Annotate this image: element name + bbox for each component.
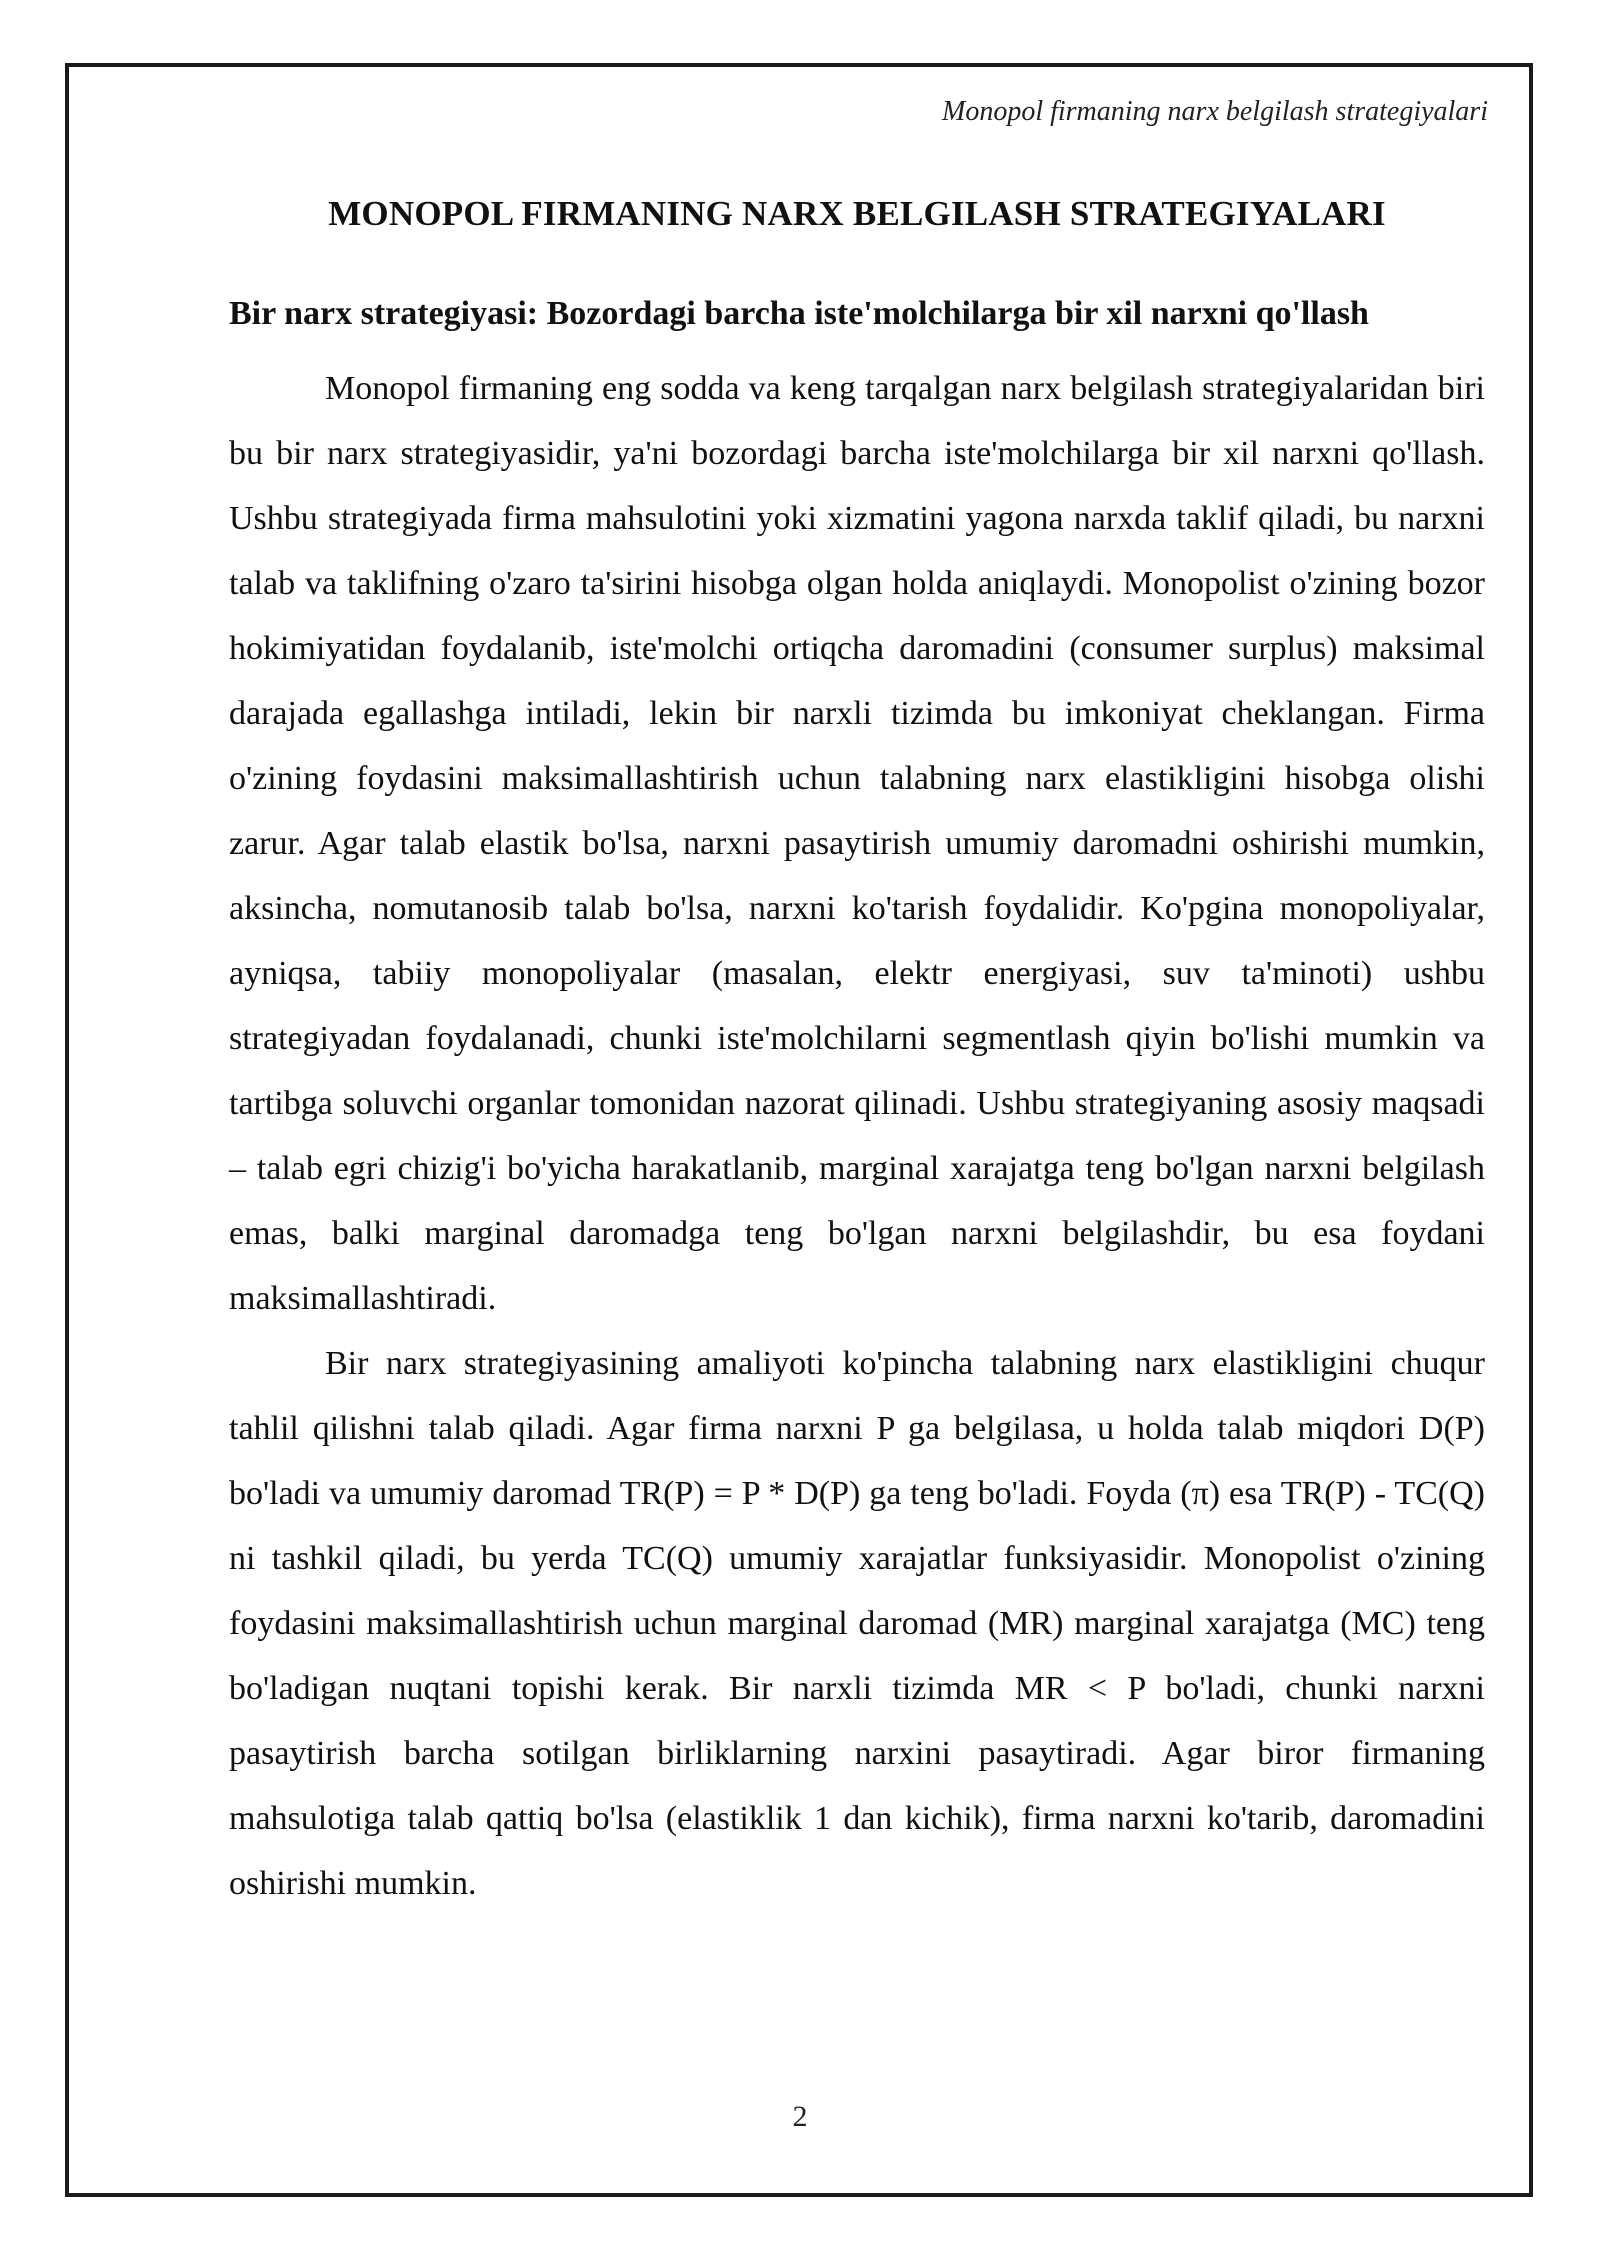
paragraph-1: Monopol firmaning eng sodda va keng tarqalgan narx belgilash strategiyalaridan biri bu bir narx strategiyasidir, ya'ni bozordagi barcha iste'molchilarga bir xil narxni qo'llash. Ushbu strategiyada firma mahsulotini yoki xizmatini yagona narxda taklif qiladi, bu narxni talab va taklifning o'zaro ta'sirini hisobga olgan holda aniqlaydi. Monopolist o'zining bozor hokimiyatidan foydalanib, iste'molchi ortiqcha daromadini (consumer surplus) maksimal darajada egallashga intiladi, lekin bir narxli tizimda bu imkoniyat cheklangan. Firma o'zining foydasini maksimallashtirish uchun talabning narx elastikligini hisobga olishi zarur. Agar talab elastik bo'lsa, narxni pasaytirish umumiy daromadni oshirishi mumkin, aksincha, nomutanosib talab bo'lsa, narxni ko'tarish foydalidir. Ko'pgina monopoliyalar, ayniqsa, tabiiy monopoliyalar (masalan, elektr energiyasi, suv ta'minoti) ushbu strategiyadan foydalanadi, chunki iste'molchilarni segmentlash qiyin bo'lishi mumkin va tartibga soluvchi organlar tomonidan nazorat qilinadi. Ushbu strategiyaning asosiy maqsadi – talab egri chizig'i bo'yicha harakatlanib, marginal xarajatga teng bo'lgan narxni belgilash emas, balki marginal daromadga teng bo'lgan narxni belgilashdir, bu esa foydani maksimallashtiradi. [229,370,1485,1317]
document-title: MONOPOL FIRMANING NARX BELGILASH STRATEGIYALARI [328,194,1386,233]
running-header: Monopol firmaning narx belgilash strategiyalari [942,96,1488,127]
paragraph-2: Bir narx strategiyasining amaliyoti ko'pincha talabning narx elastikligini chuqur tahlil qilishni talab qiladi. Agar firma narxni P ga belgilasa, u holda talab miqdori D(P) bo'ladi va umumiy daromad TR(P) = P * D(P) ga teng bo'ladi. Foyda (π) esa TR(P) - TC(Q) ni tashkil qiladi, bu yerda TC(Q) umumiy xarajatlar funksiyasidir. Monopolist o'zining foydasini maksimallashtirish uchun marginal daromad (MR) marginal xarajatga (MC) teng bo'ladigan nuqtani topishi kerak. Bir narxli tizimda MR < P bo'ladi, chunki narxni pasaytirish barcha sotilgan birliklarning narxini pasaytiradi. Agar biror firmaning mahsulotiga talab qattiq bo'lsa (elastiklik 1 dan kichik), firma narxni ko'tarib, daromadini oshirishi mumkin. [229,1345,1485,1902]
document-body [229,186,1485,1916]
section-heading: Bir narx strategiyasi: Bozordagi barcha iste'molchilarga bir xil narxni qo'llash [229,295,1369,332]
page-number: 2 [792,2100,808,2133]
